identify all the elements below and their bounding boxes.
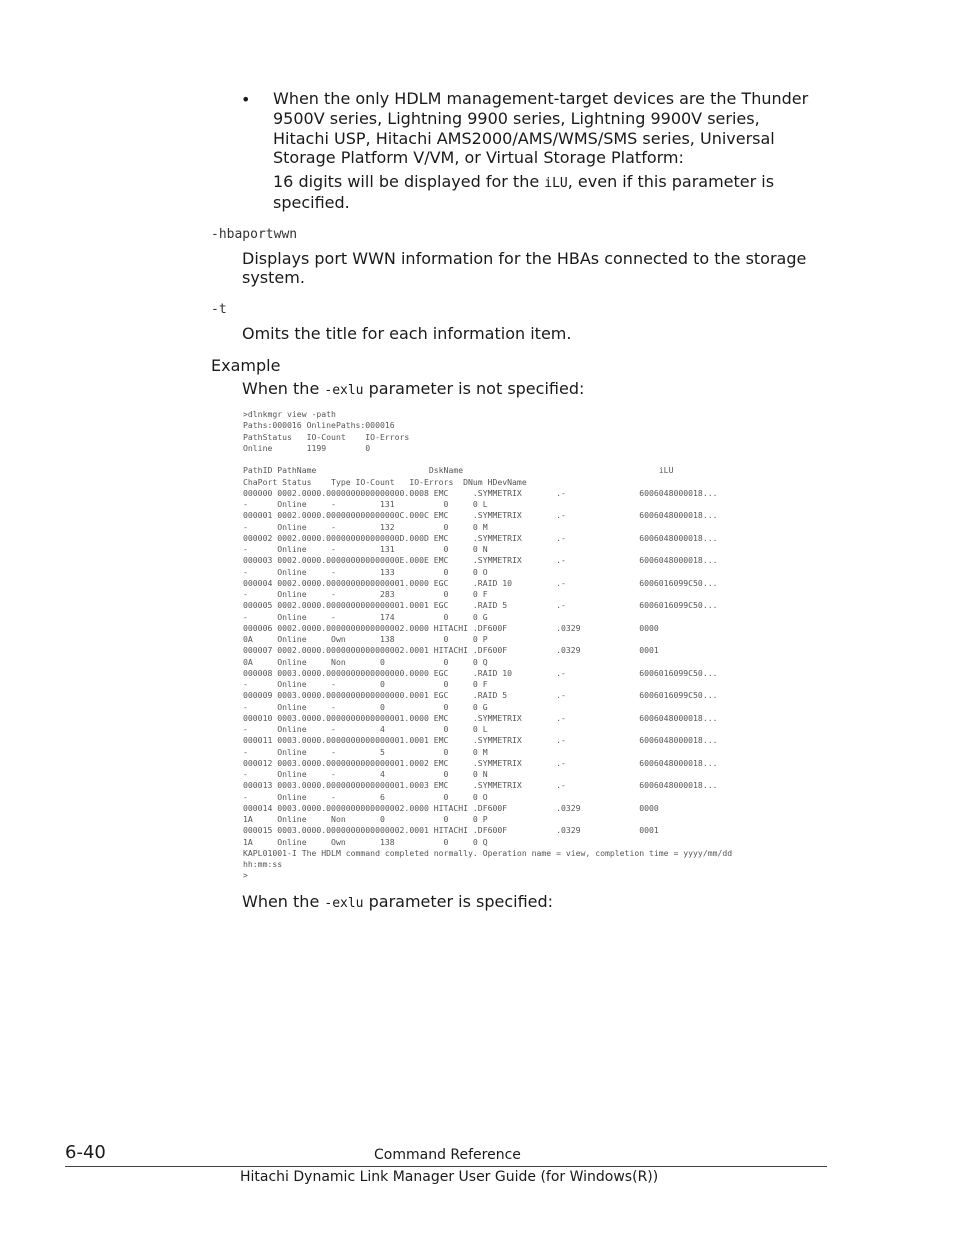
caption-text-after: parameter is specified: [363, 892, 554, 911]
bullet-note-line-1 [273, 172, 774, 194]
bullet-note-text-before: 16 digits will be displayed for the [273, 172, 545, 191]
bullet-marker: • [241, 90, 251, 109]
exlu-code: -exlu [324, 383, 364, 398]
exlu-specified-caption [242, 892, 553, 914]
footer-book-title: Hitachi Dynamic Link Manager User Guide (for Windows(R)) [240, 1169, 659, 1185]
example-heading: Example [211, 356, 281, 375]
bullet-text-line-3: Hitachi USP, Hitachi AMS2000/AMS/WMS/SMS series, Universal [273, 129, 775, 148]
exlu-not-specified-caption [242, 379, 584, 401]
hbaportwwn-description-line-2: system. [242, 268, 305, 287]
hbaportwwn-description-line-1: Displays port WWN information for the HBAs connected to the storage [242, 249, 807, 268]
t-parameter: -t [211, 302, 227, 317]
bullet-text-line-1: When the only HDLM management-target devices are the Thunder [273, 89, 809, 108]
cli-output-example: >dlnkmgr view -path Paths:000016 OnlinePaths:000016 PathStatus IO-Count IO-Errors Online 1199 0 PathID PathName DskName iLU ChaPort Status Type IO-Count IO-Errors DNum HDevName 000000 0002.0000.0000000000000000.0008 EMC .SYMMETRIX .- 6006048000018... - Online - 131 0 0 L 000001 0002.0000.000000000000000C.000C EMC .SYMMETRIX .- 6006048000018... - Online - 132 0 0 M 000002 0002.0000.000000000000000D.000D EMC .SYMMETRIX .- 6006048000018... - Online - 131 0 0 N 000003 0002.0000.000000000000000E.000E EMC .SYMMETRIX .- 6006048000018... - Online - 133 0 0 O 000004 0002.0000.0000000000000001.0000 EGC .RAID 10 .- 6006016099C50... - Online - 283 0 0 F 000005 0002.0000.0000000000000001.0001 EGC .RAID 5 .- 6006016099C50... - Online - 174 0 0 G 000006 0002.0000.0000000000000002.0000 HITACHI .DF600F .0329 0000 0A Online Own 138 0 0 P 000007 0002.0000.0000000000000002.0001 HITACHI .DF600F .0329 0001 0A Online Non 0 0 0 Q 000008 0003.0000.0000000000000000.0000 EGC .RAID 10 .- 6006016099C50... - Online - 0 0 0 F 000009 0003.0000.0000000000000000.0001 EGC .RAID 5 .- 6006016099C50... - Online - 0 0 0 G 000010 0003.0000.0000000000000001.0000 EMC .SYMMETRIX .- 6006048000018... - Online - 4 0 0 L 000011 0003.0000.0000000000000001.0001 EMC .SYMMETRIX .- 6006048000018... - Online - 5 0 0 M 000012 0003.0000.0000000000000001.0002 EMC .SYMMETRIX .- 6006048000018... - Online - 4 0 0 N 000013 0003.0000.0000000000000001.0003 EMC .SYMMETRIX .- 6006048000018... - Online - 6 0 0 O 000014 0003.0000.0000000000000002.0000 HITACHI .DF600F .0329 0000 1A Online Non 0 0 0 P 000015 0003.0000.0000000000000002.0001 HITACHI .DF600F .0329 0001 1A Online Own 138 0 0 Q KAPL01001-I The HDLM command completed normally. Operation name = view, completion time = yyyy/mm/dd hh:mm:ss > [243, 409, 733, 881]
hbaportwwn-parameter: -hbaportwwn [211, 227, 298, 242]
page-number: 6-40 [65, 1142, 106, 1163]
caption-text-before: When the [242, 892, 325, 911]
caption-text-after: parameter is not specified: [363, 379, 585, 398]
exlu-code: -exlu [324, 896, 364, 911]
caption-text-before: When the [242, 379, 325, 398]
bullet-text-line-2: 9500V series, Lightning 9900 series, Lightning 9900V series, [273, 109, 760, 128]
t-description: Omits the title for each information item. [242, 324, 572, 343]
bullet-text-line-4: Storage Platform V/VM, or Virtual Storage Platform: [273, 148, 684, 167]
footer-divider [65, 1166, 827, 1167]
bullet-note-line-2: specified. [273, 193, 350, 212]
ilu-code: iLU [544, 176, 568, 191]
bullet-note-text-after: , even if this parameter is [567, 172, 775, 191]
footer-section-title: Command Reference [374, 1147, 521, 1163]
